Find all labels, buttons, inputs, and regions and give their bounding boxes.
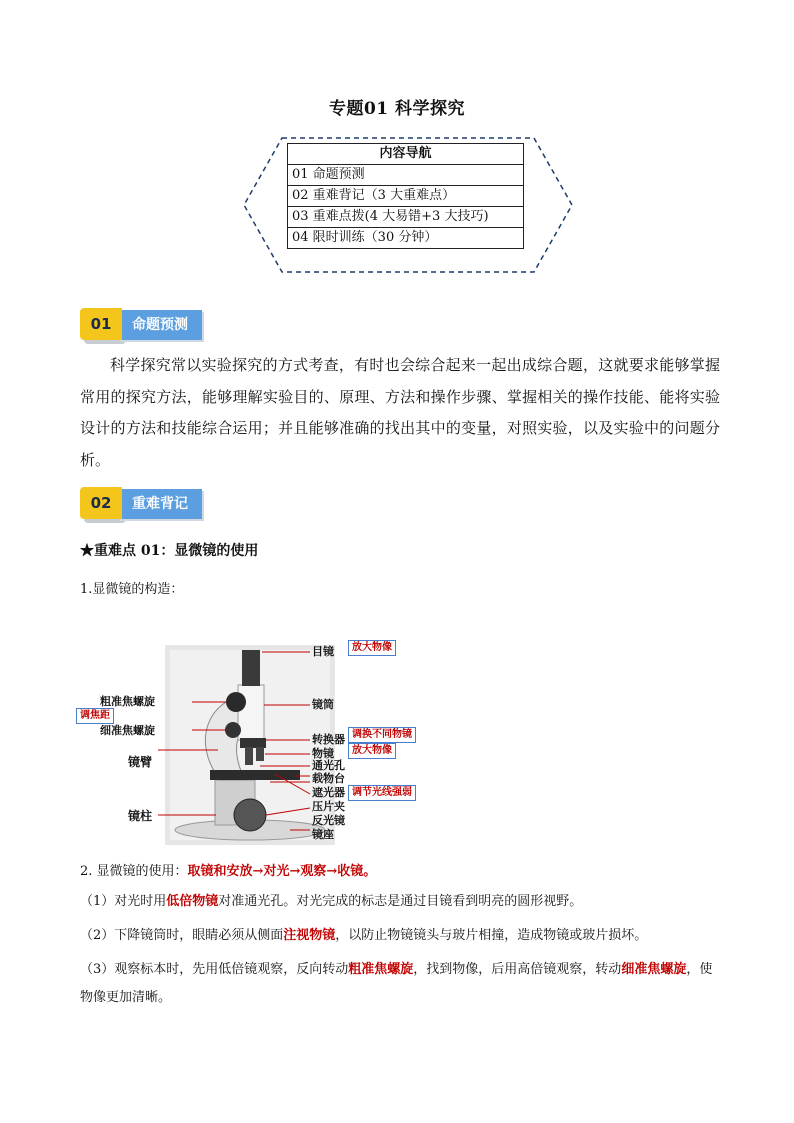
content-nav-table (287, 143, 524, 249)
usage-item-2 (80, 922, 720, 950)
usage-prefix: 2. 显微镜的使用： (80, 864, 188, 879)
nav-item[interactable]: 03 重难点拨(4 大易错+3 大技巧) (288, 207, 524, 228)
item-text: （2）下降镜筒时，眼睛必须从侧面 (80, 928, 284, 943)
label-pillar: 镜柱 (128, 809, 153, 823)
nav-header: 内容导航 (288, 144, 524, 165)
box-eyepiece-function: 放大物像 (348, 640, 396, 656)
label-clip: 压片夹 (312, 800, 345, 813)
microscope-figure (70, 630, 450, 845)
box-converter-function: 调换不同物镜 (348, 727, 416, 743)
item-highlight: 粗准焦螺旋 (348, 962, 414, 977)
item-text: 对准通光孔。对光完成的标志是通过目镜看到明亮的圆形视野。 (218, 894, 583, 909)
usage-item-3 (80, 956, 720, 1012)
section-badge-key-memory (80, 487, 230, 519)
box-focus-function: 调焦距 (76, 708, 114, 724)
label-stage: 载物台 (312, 772, 345, 785)
section-badge-number: 01 (80, 308, 122, 340)
item-highlight: 注视物镜 (283, 928, 336, 943)
usage-item-1 (80, 888, 720, 916)
item-text: ，以防止物镜镜头与玻片相撞，造成物镜或玻片损坏。 (335, 928, 648, 943)
section-badge-label: 重难背记 (118, 489, 202, 519)
section-badge-label: 命题预测 (118, 310, 202, 340)
label-tube: 镜筒 (312, 698, 334, 711)
usage-line (80, 860, 376, 879)
nav-item[interactable]: 02 重难背记（3 大重难点） (288, 186, 524, 207)
nav-item[interactable]: 04 限时训练（30 分钟） (288, 228, 524, 249)
item-highlight: 细准焦螺旋 (621, 962, 687, 977)
box-shutter-function: 调节光线强弱 (348, 785, 416, 801)
label-fine-focus: 细准焦螺旋 (100, 724, 155, 737)
item-text: （3）观察标本时，先用低倍镜观察，反向转动 (80, 962, 349, 977)
section-badge-number: 02 (80, 487, 122, 519)
usage-steps: 取镜和安放→对光→观察→收镜。 (187, 864, 377, 879)
page-title: 专题01 科学探究 (328, 99, 466, 119)
label-shutter: 遮光器 (312, 786, 345, 799)
label-coarse-focus: 粗准焦螺旋 (100, 695, 155, 708)
label-eyepiece: 目镜 (312, 645, 334, 658)
label-base: 镜座 (312, 828, 334, 841)
label-light-hole: 通光孔 (312, 759, 345, 772)
label-arm: 镜臂 (128, 755, 153, 769)
box-objective-function: 放大物像 (348, 743, 396, 759)
section-badge-prediction (80, 308, 230, 340)
item-text: （1）对光时用 (80, 894, 167, 909)
intro-paragraph: 科学探究常以实验探究的方式考查，有时也会综合起来一起出成综合题，这就要求能够掌握常用的探究方法，能够理解实验目的、原理、方法和操作步骤、掌握相关的操作技能、能将实验设计的方法和技能综合运用；并且能够准确的找出其中的变量，对照实验，以及实验中的问题分析。 (80, 356, 720, 469)
structure-line: 1.显微镜的构造： (80, 582, 184, 597)
label-objective: 物镜 (312, 747, 334, 760)
item-text: ，找到物像，后用高倍镜观察，转动 (413, 962, 622, 977)
item-text: ，使物像更加清晰。 (80, 962, 713, 1005)
label-mirror: 反光镜 (312, 814, 345, 827)
nav-item[interactable]: 01 命题预测 (288, 165, 524, 186)
item-highlight: 低倍物镜 (166, 894, 219, 909)
label-converter: 转换器 (312, 733, 345, 746)
keypoint-heading: ★重难点 01：显微镜的使用 (80, 543, 259, 559)
